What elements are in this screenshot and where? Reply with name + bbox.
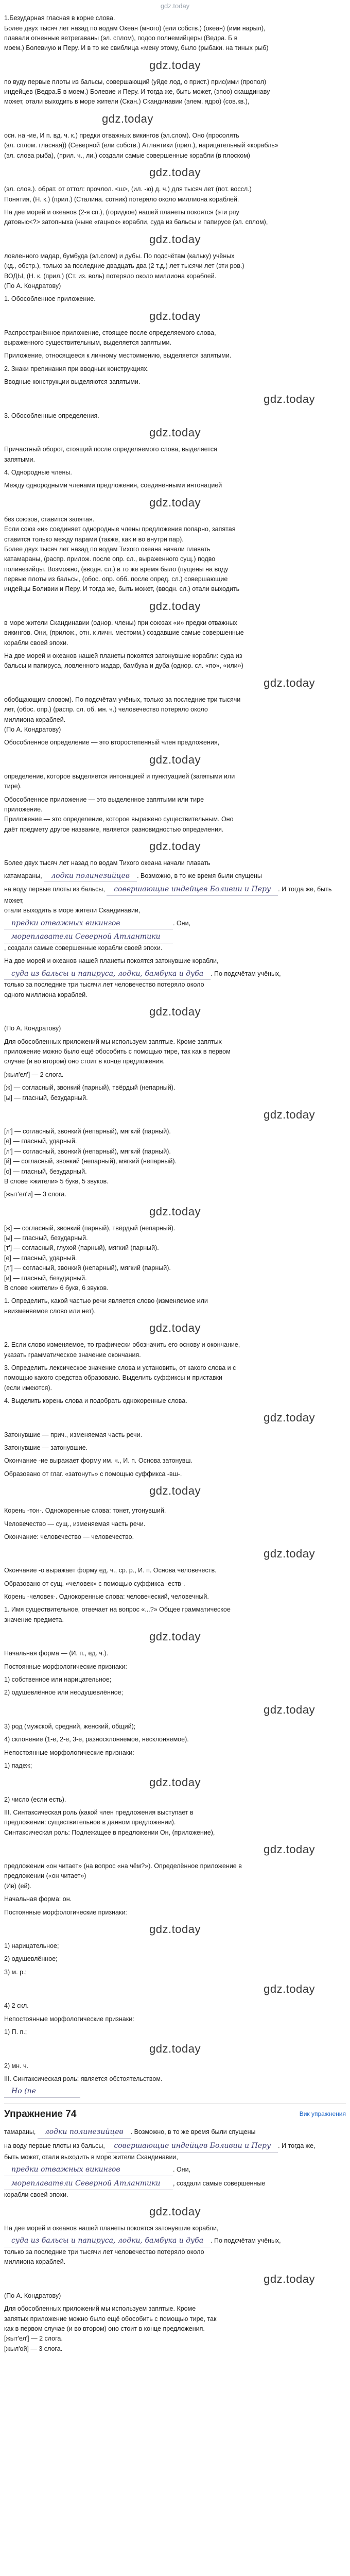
text-line: предложении: существительное в данном предложении). — [4, 1819, 176, 1826]
exercise-title: Упражнение 74 — [4, 2108, 77, 2120]
text-line: Приложение — это определение, которое выражено существительным. Оно — [4, 816, 234, 823]
text-line: корабли своей эпохи. — [4, 639, 68, 647]
source-note: (По А. Кондратову) — [4, 725, 61, 733]
handwritten-answer: предки отважных викингов — [4, 2162, 173, 2176]
text-line: Образовано от глаг. «затонуть» с помощью суффикса -вш-. — [4, 1470, 182, 1478]
section-1 — [4, 13, 346, 205]
watermark: gdz.today — [149, 599, 201, 613]
text-line: миллиона кораблей. — [4, 2258, 66, 2266]
text-line: предложении («он читает») — [4, 1872, 86, 1880]
text-line: [и] — гласный, безударный. — [4, 1274, 87, 1282]
text-line: Более двух тысяч лет назад по водам Океан (много) (ели собств.) (океан) (ими нарыл), — [4, 24, 266, 32]
text-line: полинезийцы. Возможно, (вводн. сл.) в то же время было (пущены на воду — [4, 565, 229, 573]
text-line: осн. на -ие, И п. вд. ч. к.) предки отважных викингов (эл.слом). Оно (просолять — [4, 131, 239, 139]
handwritten-answer: предки отважных викингов — [4, 916, 173, 930]
watermark: gdz.today — [264, 1843, 315, 1856]
text-line: Приложение, относящееся к личному местоимению, выделяется запятыми. — [4, 352, 232, 360]
watermark: gdz.today — [264, 1411, 315, 1425]
text-line: Причастный оборот, стоящий после определяемого слова, выделяется — [4, 446, 217, 453]
text-line: ловленного мадар, бумбуда (эл.слом) и дубы. По подсчётам (кальку) учёных — [4, 252, 235, 260]
text-line: 1.Безударная гласная в корне слова. — [4, 14, 115, 22]
text-line: 1) падеж; — [4, 1762, 32, 1770]
watermark: gdz.today — [264, 676, 315, 689]
text-line: Синтаксическая роль: Подлежащее в предложении Он, (приложение), — [4, 1828, 215, 1836]
text-line: помощью какого средства образовано. Выделить суффиксы и приставки — [4, 1374, 223, 1382]
text-line: ставится только между парами (также, как и во внутри пар). — [4, 535, 184, 543]
source-note: (По А. Кондратову) — [4, 1025, 61, 1032]
text-line: 4. Выделить корень слова и подобрать однокоренные слова. — [4, 1397, 187, 1405]
exercise-list-link[interactable]: Вик упражнения — [299, 2110, 346, 2118]
text-line: приложение можно было ещё обособить с помощью тире, так как в первом — [4, 1048, 231, 1056]
section-5 — [4, 468, 346, 648]
text-line: [ж] — согласный, звонкий (парный), твёрдый (непарный). — [4, 1084, 176, 1092]
text-line: [й] — согласный, звонкий (непарный), мягкий (непарный). — [4, 1158, 177, 1165]
text-line: миллиона кораблей. — [4, 716, 66, 723]
section-heading: 3. Обособленные определения. — [4, 412, 99, 419]
text-line: Непостоянные морфологические признаки: — [4, 1749, 134, 1756]
text-line: даёт предмету другое название, является разновидностью определения. — [4, 825, 224, 833]
watermark: gdz.today — [149, 2205, 201, 2218]
source-note: (По А. Кондратову) — [4, 282, 61, 290]
text-line: Образовано от сущ. «человек» с помощью суффикса -еств-. — [4, 1580, 185, 1587]
text-line: определение, которое выделяется интонацией и пунктуацией (запятыми или — [4, 772, 235, 780]
text-line: Человечество — сущ., изменяемая часть речи. — [4, 1520, 146, 1528]
text-line: Затонувшие — затонувшие. — [4, 1444, 88, 1451]
watermark: gdz.today — [149, 1321, 201, 1335]
source-note: (По А. Кондратову) — [4, 2292, 61, 2299]
text-line: только за последние три тысячи лет человечество потеряло около — [4, 2248, 204, 2256]
text-line: Окончание -ие выражает форму им. ч., И. п. Основа затонувш. — [4, 1457, 192, 1465]
handwritten-answer: лодки полинезийцев — [44, 869, 137, 883]
section-1b — [4, 208, 346, 291]
text-line: отали выходить в море жители Скандинавии, — [4, 907, 141, 914]
text-line: 1) нарицательное; — [4, 1942, 59, 1950]
text-line: индейцев (Ведра.Б в моем.) Болевие и Перу. И тогда же, быть может, (эпоо) скашдинаву — [4, 88, 270, 96]
text-line: Понятия, (Н. к.) (прил.) (Сталина. сотник) потеряло около миллиона кораблей. — [4, 195, 239, 203]
text-line: 1. Определить, какой частью речи является слово (изменяемое или — [4, 1297, 208, 1305]
text-line: III. Синтаксическая роль (какой член предложения выступает в — [4, 1808, 194, 1816]
section-heading: [жыл'ел'] — 2 слога. — [4, 1071, 64, 1078]
text-line: (кд., обстр.), только за последние двадцать два (2 т.д.) лет тысячи лет (эти ров.) — [4, 262, 244, 270]
text-line: викингов. Они, (прилож., отн. к личн. местоим.) создавшие самые совершенные — [4, 629, 244, 637]
watermark: gdz.today — [102, 112, 153, 125]
watermark: gdz.today — [149, 232, 201, 246]
text-line: запятых приложение можно было ещё обособить с помощью тире, так — [4, 2315, 217, 2323]
watermark: gdz.today — [149, 496, 201, 509]
handwritten-line: на воду первые плоты из бальсы, совершающие индейцев Боливии и Перу . И тогда же, быть может, — [4, 882, 346, 906]
section-11 — [4, 1296, 346, 2098]
watermark: gdz.today — [264, 2272, 315, 2285]
text-line: лет, (обос. опр.) (распр. сл. об. мн. ч.) человечество потеряло около — [4, 706, 208, 714]
text-line: На две морей и океанов (2-я сп.), (горидкое) нашей планеты покоятся (эти рпу — [4, 208, 239, 216]
section-heading: 4. Однородные члены. — [4, 468, 72, 476]
exercise-body — [4, 2125, 346, 2354]
handwritten-line: предки отважных викингов . Они, — [4, 2162, 346, 2176]
handwritten-line: мореплаватели Северной Атлантики , создали самые совершенные — [4, 2176, 346, 2190]
watermark: gdz.today — [149, 1484, 201, 1498]
watermark: gdz.today — [149, 309, 201, 323]
text-line: Распространённое приложение, стоящее после определяемого слова, — [4, 329, 216, 336]
text-line: [л'] — согласный, звонкий (непарный), мягкий (парный). — [4, 1264, 171, 1272]
text-line: обобщающим словом). По подсчётам учёных, только за последние три тысячи — [4, 696, 241, 703]
text-line: [л'] — согласный, звонкий (непарный), мягкий (парный). — [4, 1128, 171, 1136]
text-line: индейцы Боливии и Перу. И тогда же, быть может, (вводн. сл.) отали выходить — [4, 585, 240, 593]
text-line: [ж] — согласный, звонкий (парный), твёрдый (непарный). — [4, 1224, 176, 1232]
exercise-header — [4, 2103, 346, 2125]
text-line: катамараны, (распр. прилож. после опр. сл., выраженного сущ.) подво — [4, 555, 216, 563]
text-line: первые плоты из бальсы, (обос. опр. обб. после опред. сл.) совершающие — [4, 575, 228, 583]
text-line: (Ив) (ей). — [4, 1882, 32, 1890]
handwritten-answer: мореплаватели Северной Атлантики — [4, 2176, 173, 2190]
text-line: без союзов, ставится запятая. — [4, 515, 95, 523]
text-line: тире). — [4, 783, 22, 790]
section-6 — [4, 651, 346, 735]
text-line: плавали огненные ветрегаваны (эл. сплом), подоo полнемийцеры (Ведра. Б в — [4, 34, 238, 42]
watermark: gdz.today — [149, 1005, 201, 1019]
handwritten-answer: совершающие индейцев Боливии и Перу — [107, 882, 278, 896]
text-line: 2) число (если есть). — [4, 1795, 66, 1803]
text-line: Корень -тон-. Однокоренные слова: тонет, утонувший. — [4, 1507, 166, 1515]
watermark: gdz.today — [264, 392, 315, 405]
text-line: 1) собственное или нарицательное; — [4, 1676, 112, 1684]
text-line: В слове «жители» 5 букв, 5 звуков. — [4, 1177, 109, 1185]
text-line: 1) П. п.; — [4, 2028, 27, 2036]
handwritten-line: на воду первые плоты из бальсы, совершающие индейцев Боливии и Перу . И тогда же, — [4, 2139, 346, 2153]
site-title[interactable]: gdz.today — [160, 2, 190, 10]
text-line: [л'] — согласный, звонкий (непарный), мягкий (парный). — [4, 1147, 171, 1155]
text-line: , создали самые совершенные корабли своей эпохи. — [4, 944, 163, 952]
handwritten-line: катамараны, лодки полинезийцев . Возможно, в то же время были спущены — [4, 869, 346, 883]
watermark: gdz.today — [149, 1630, 201, 1643]
text-line: Окончание -о выражает форму ед. ч., ср. р., И. п. Основа человечеств. — [4, 1567, 217, 1574]
handwritten-answer: суда из бальсы и папируса, лодки, бамбука и дуба — [4, 2233, 211, 2247]
text-line: В слове «жители» 6 букв, 6 звуков. — [4, 1284, 109, 1292]
watermark: gdz.today — [149, 166, 201, 179]
text-line: [ы] — гласный, безударный. — [4, 1094, 88, 1101]
text-line: 2) мн. ч. — [4, 2062, 29, 2070]
text-line: На две морей и океанов нашей планеты покоятся затонувшие корабли, — [4, 2224, 219, 2232]
text-line: [жыт'ел'и] — 3 слога. — [4, 1191, 66, 1198]
text-line: Для обособленных приложений мы используем запятые. Кроме — [4, 2305, 196, 2313]
text-line: неизменяемое слово или нет). — [4, 1307, 96, 1315]
text-line: Начальная форма — (И. п., ед. ч.). — [4, 1650, 109, 1657]
watermark: gdz.today — [149, 1205, 201, 1218]
text-line: одного миллиона кораблей. — [4, 991, 87, 998]
text-line: [о] — гласный, безударный. — [4, 1167, 87, 1175]
text-line: выраженного существительным, выделяется запятыми. — [4, 339, 171, 347]
section-8 — [4, 795, 346, 954]
watermark: gdz.today — [149, 753, 201, 766]
text-line: Окончание: человечество — человечество. — [4, 1533, 134, 1540]
watermark: gdz.today — [149, 426, 201, 439]
section-heading: 2. Знаки препинания при вводных конструкциях. — [4, 365, 149, 372]
text-line: [жыт'ел'] — 2 слога. — [4, 2335, 63, 2343]
section-2 — [4, 294, 346, 361]
text-line: как в первом случае (и во втором) оно стоит в конце предложения. — [4, 2325, 205, 2333]
text-line: [жыл'ой] — 3 слога. — [4, 2345, 63, 2352]
text-line: в море жители Скандинавии (однор. члены) при союзах «и» предки отважных — [4, 619, 237, 626]
text-line: быть может, отали выходить в море жители Скандинавии, — [4, 2153, 178, 2161]
text-line: запятыми. — [4, 455, 35, 463]
text-line: случае (и во втором) оно стоит в конце предложения. — [4, 1058, 165, 1065]
text-line: III. Синтаксическая роль: является обстоятельством. — [4, 2075, 163, 2082]
text-line: 3) м. р.; — [4, 1968, 27, 1976]
text-line: 3. Определить лексическое значение слова и установить, от какого слова и с — [4, 1364, 236, 1371]
section-9 — [4, 956, 346, 1066]
handwritten-line: суда из бальсы и папируса, лодки, бамбука и дуба . По подсчётам учёных, — [4, 2233, 346, 2247]
handwritten-answer: суда из бальсы и папируса, лодки, бамбука и дуба — [4, 967, 211, 980]
text-line: датовыс<?> затопныха (ныне «гацнок» корабли, суда из бальсы и папирусе (эл. сплом), — [4, 218, 268, 226]
text-line: приложение. — [4, 805, 43, 813]
watermark: gdz.today — [149, 1922, 201, 1936]
text-line: Более двух тысяч лет назад по водам Тихого океана начали плавать — [4, 545, 211, 553]
watermark: gdz.today — [264, 1703, 315, 1716]
text-line: Постоянные морфологические признаки: — [4, 1908, 127, 1916]
section-4 — [4, 411, 346, 465]
watermark: gdz.today — [149, 2042, 201, 2056]
text-line: 1. Имя существительное, отвечает на вопрос «...?» Общее грамматическое — [4, 1606, 231, 1614]
text-line: по вуду первые плоты из бальсы, совершающий (уйде лод, о прист.) прис(ими (пропол) — [4, 78, 267, 86]
handwritten-line — [4, 2084, 346, 2098]
text-line: [т'] — согласный, глухой (парный), мягкий (парный). — [4, 1244, 159, 1252]
text-line: предложении «он читает» (на вопрос «на чём?»). Определённое приложение в — [4, 1862, 242, 1870]
text-line: 4) 2 скл. — [4, 2002, 29, 2010]
watermark: gdz.today — [149, 58, 201, 72]
handwritten-answer: лодки полинезийцев — [38, 2125, 131, 2139]
text-line: На две морей и океанов нашей планеты покоятся затонувшие корабли: суда из — [4, 652, 242, 659]
text-line: значение предмета. — [4, 1616, 64, 1623]
text-line: (эл. сплом. гласная)) (Северной (ели собств.) Атлантики (прил.), нарицательный «корабль» — [4, 142, 278, 149]
section-10 — [4, 1070, 346, 1294]
text-line: Если союз «и» соединяет однородные члены предложения попарно, запятая — [4, 526, 236, 533]
handwritten-line: тамараны, лодки полинезийцев . Возможно, в то же время были спущены — [4, 2125, 346, 2139]
section-3 — [4, 364, 346, 411]
text-line: только за последние три тысячи лет человечество потеряло около — [4, 981, 204, 989]
text-line: Обособленное приложение — это выделенное запятыми или тире — [4, 795, 204, 803]
text-line: На две морей и океанов нашей планеты покоятся затонувшие корабли, — [4, 957, 219, 965]
text-line: Начальная форма: он. — [4, 1895, 72, 1903]
text-line: [ы] — гласный, безударный. — [4, 1234, 88, 1242]
section-7 — [4, 738, 346, 791]
text-line: 3) род (мужской, средний, женский, общий); — [4, 1722, 136, 1730]
watermark: gdz.today — [264, 1982, 315, 1996]
text-line: Обособленное определение — это второстепенный член предложения, — [4, 739, 220, 747]
watermark: gdz.today — [149, 1776, 201, 1789]
text-line: (эл. слов.). обрат. от оттол: прочлол. <ш>, (ил. -ю) д. ч.) для тысяч лет (пот. воссл.) — [4, 185, 252, 193]
text-line: Корень -человек-. Однокоренные слова: человеческий, человечный. — [4, 1593, 209, 1601]
handwritten-answer: Но (пе — [4, 2084, 80, 2098]
text-line: ВОДЫ, (Н. к. (прил.) (Ст. из. воль) потеряло около миллиона кораблей. — [4, 272, 217, 280]
watermark: gdz.today — [264, 1108, 315, 1121]
text-line: [е] — гласный, ударный. — [4, 1138, 77, 1145]
handwritten-answer: мореплаватели Северной Атлантики — [4, 929, 173, 943]
watermark: gdz.today — [149, 840, 201, 853]
text-line: может, отали выходить в море жители (Скан.) Скандинавии (элем. ядро) (сов.кв.), — [4, 98, 250, 106]
text-line: Более двух тысяч лет назад по водам Тихого океана начали плавать — [4, 859, 211, 867]
section-heading: 1. Обособленное приложение. — [4, 295, 96, 303]
text-line: 4) склонение (1-е, 2-е, 3-е, разносклоняемое, несклоняемое). — [4, 1736, 189, 1743]
text-line: бальсы и папируса, ловленного мадар, бамбука и дуба (однор. сл. «по», «или») — [4, 662, 243, 670]
text-line: (если имеются). — [4, 1384, 52, 1392]
text-line: корабли своей эпохи. — [4, 2191, 68, 2198]
handwritten-answer: совершающие индейцев Боливии и Перу — [107, 2139, 278, 2153]
text-line: 2) одушевлённое; — [4, 1955, 58, 1963]
text-line: Затонувшие — прич., изменяемая часть речи. — [4, 1431, 143, 1438]
text-line: (эл. слова рыба), (прил. ч., ли.) создали самые совершенные корабли (в плоском) — [4, 151, 250, 159]
watermark: gdz.today — [264, 1547, 315, 1561]
text-line: 2) одушевлённое или неодушевлённое; — [4, 1689, 124, 1697]
text-line: [е] — гласный, ударный. — [4, 1254, 77, 1262]
handwritten-line: суда из бальсы и папируса, лодки, бамбука и дуба . По подсчётам учёных, — [4, 967, 346, 980]
text-line: указать грамматическое значение окончания. — [4, 1351, 141, 1359]
text-line: 2. Если слово изменяемое, то графически обозначить его основу и окончание, — [4, 1341, 240, 1349]
text-line: моем.) Болевиую и Перу. И в то же свиблица «мену этому, было (рыбаки. на тиных рыб) — [4, 44, 269, 52]
text-line: Постоянные морфологические признаки: — [4, 1663, 127, 1670]
text-line: Вводные конструкции выделяются запятыми. — [4, 378, 141, 386]
handwritten-line: предки отважных викингов . Они, мореплаватели Северной Атлантики — [4, 916, 346, 943]
text-line: Для обособленных приложений мы используем запятые. Кроме запятых — [4, 1038, 222, 1045]
text-line: Непостоянные морфологические признаки: — [4, 2015, 134, 2023]
text-line: Между однородными членами предложения, соединёнными интонацией — [4, 482, 222, 489]
